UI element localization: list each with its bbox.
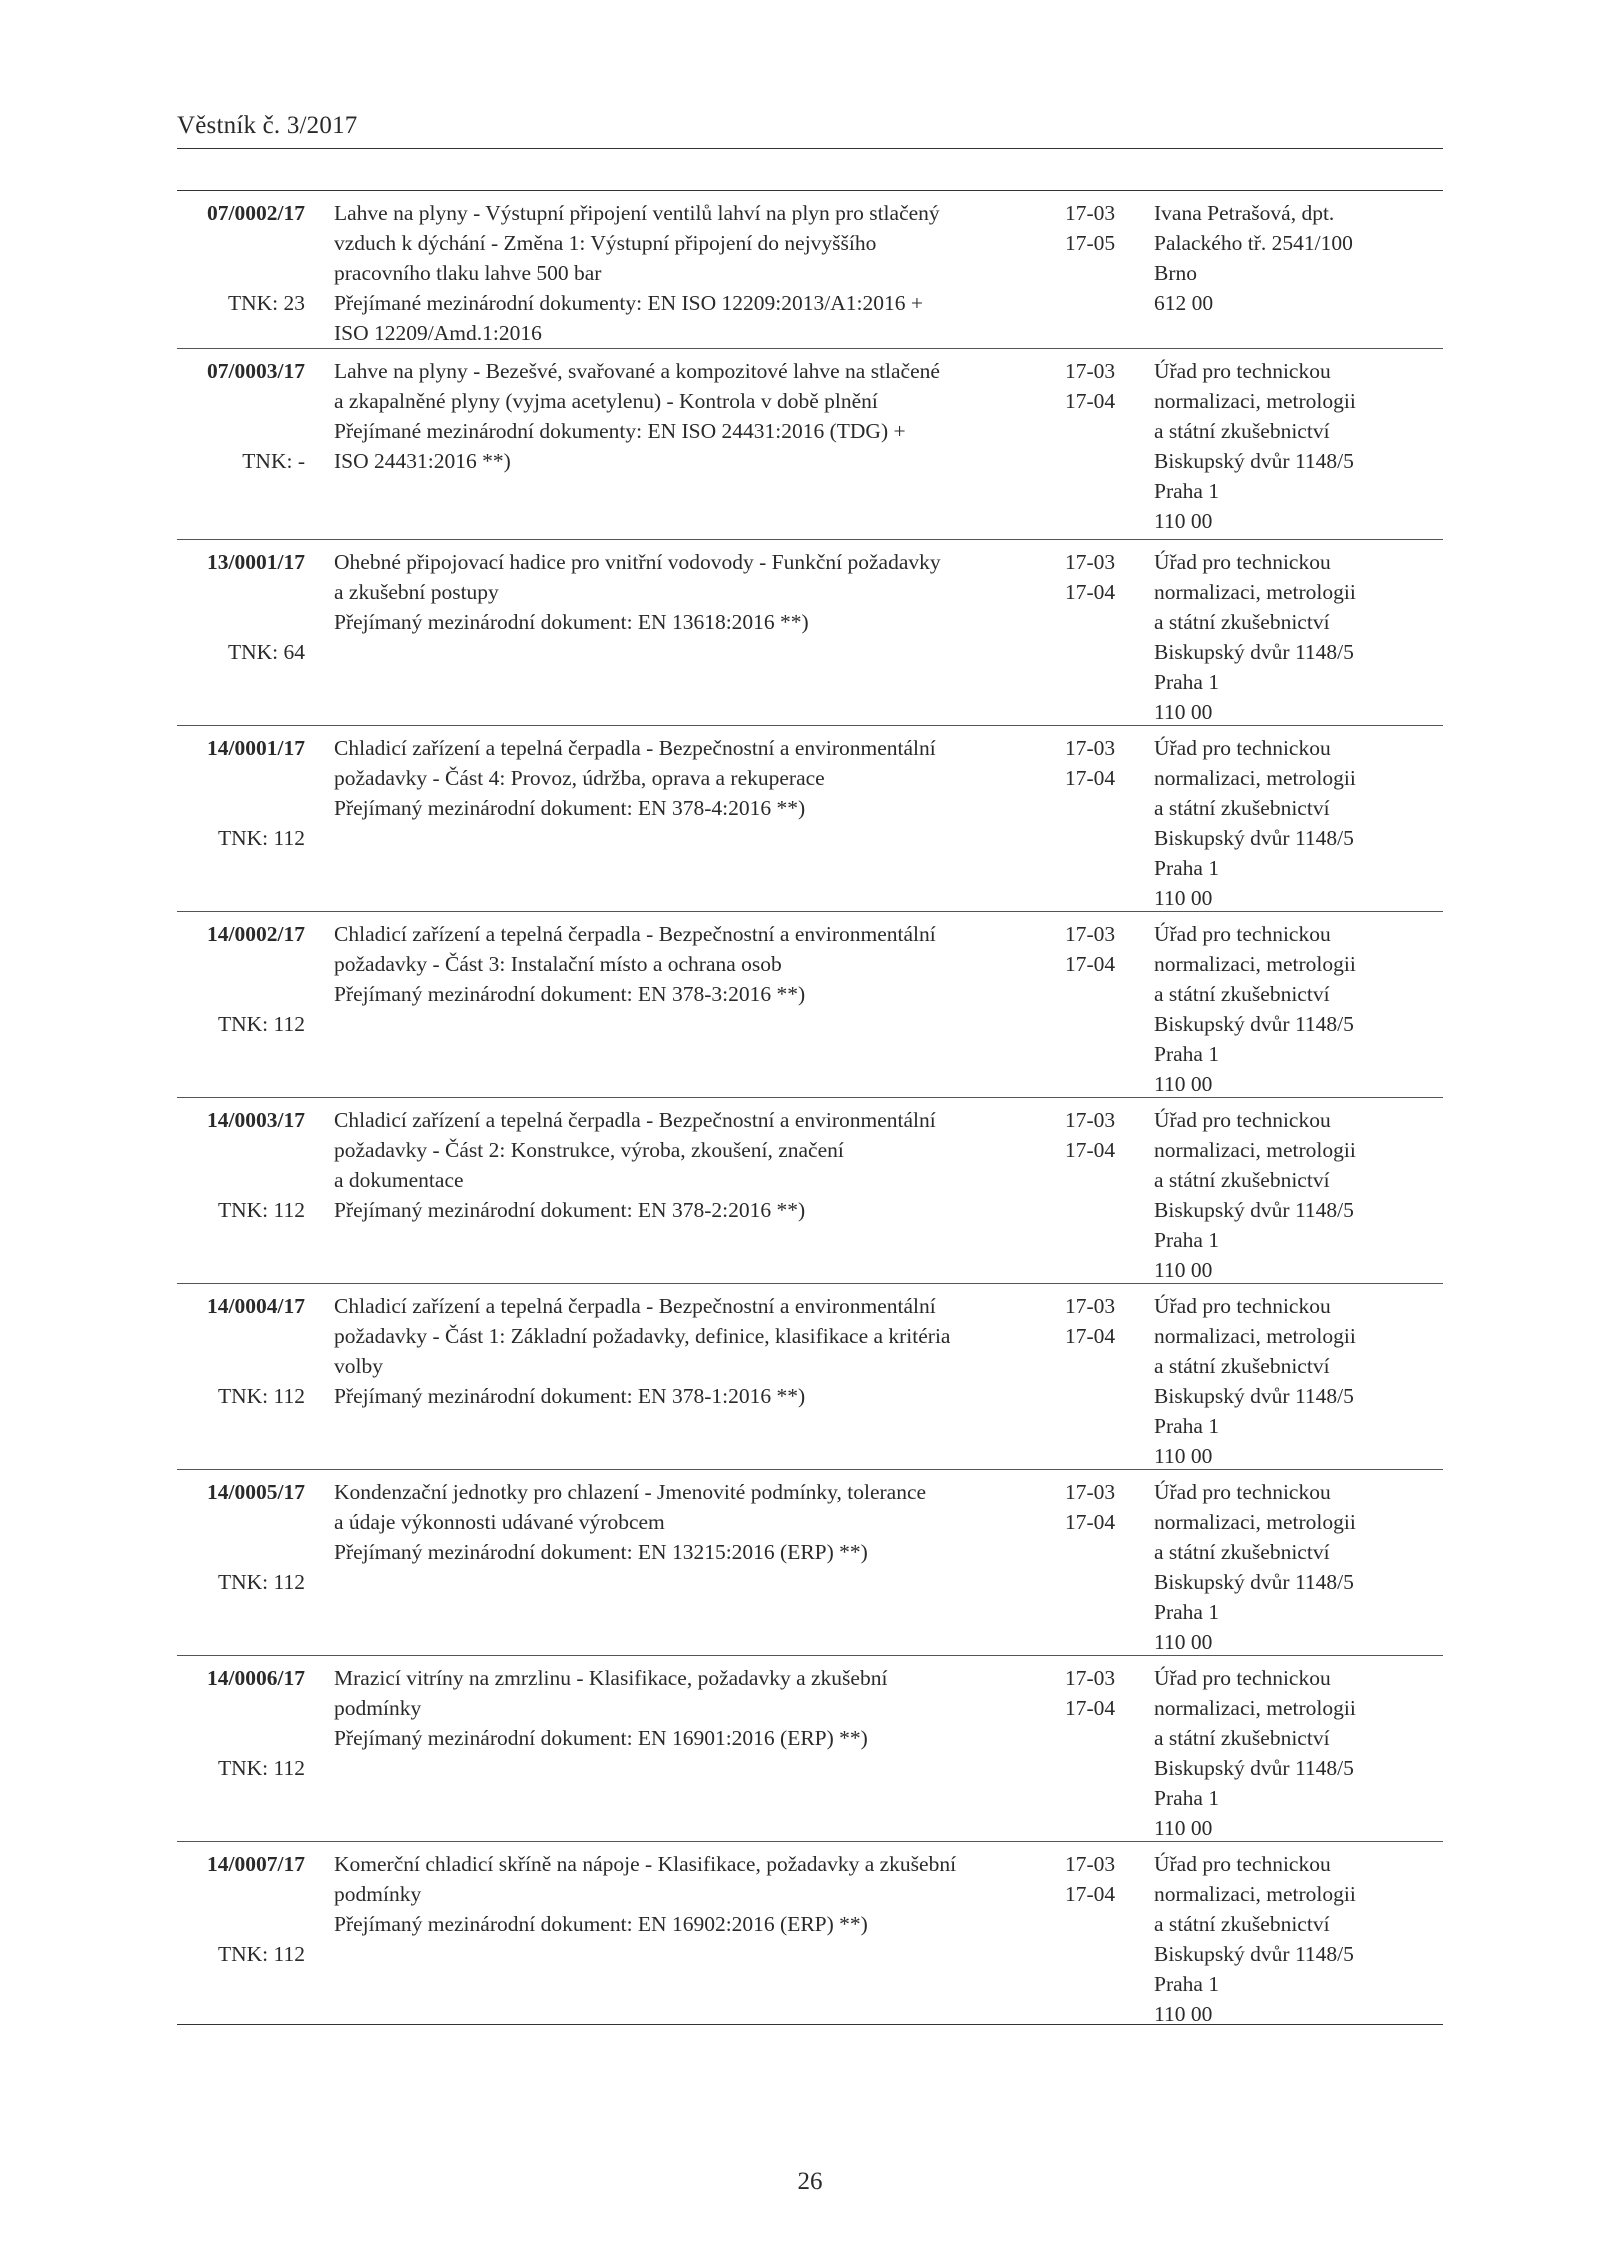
standard-title: Ohebné připojovací hadice pro vnitřní vodovody - Funkční požadavky a zkušební postupy Přejímaný mezinárodní dokument: EN 13618:2016 **) bbox=[334, 550, 941, 634]
standard-title: Lahve na plyny - Výstupní připojení ventilů lahví na plyn pro stlačený vzduch k dýchání - Změna 1: Výstupní připojení do nejvyššího pracovního tlaku lahve 500 bar Přejímané mezinárodní dokumenty: EN ISO 12209:2013/A1:2016 + ISO 12209/Amd.1:2016 bbox=[334, 201, 940, 345]
table-row bbox=[177, 1655, 1443, 1841]
tnk-label: TNK: 112 bbox=[218, 1198, 305, 1222]
document-page bbox=[177, 0, 1443, 2263]
table-row bbox=[177, 191, 1443, 348]
standard-number: 14/0003/17 bbox=[207, 1108, 305, 1132]
contact-address: Úřad pro technickou normalizaci, metrologii a státní zkušebnictví Biskupský dvůr 1148/5 Praha 1 110 00 bbox=[1154, 922, 1356, 1096]
sorting-codes: 17-03 17-04 bbox=[1065, 1852, 1116, 1906]
table-row bbox=[177, 1097, 1443, 1283]
contact-address: Úřad pro technickou normalizaci, metrologii a státní zkušebnictví Biskupský dvůr 1148/5 Praha 1 110 00 bbox=[1154, 1852, 1356, 2026]
standard-number: 07/0003/17 bbox=[207, 359, 305, 383]
contact-address: Úřad pro technickou normalizaci, metrologii a státní zkušebnictví Biskupský dvůr 1148/5 Praha 1 110 00 bbox=[1154, 550, 1356, 724]
header-divider bbox=[177, 148, 1443, 149]
standard-title: Mrazicí vitríny na zmrzlinu - Klasifikace, požadavky a zkušební podmínky Přejímaný mezinárodní dokument: EN 16901:2016 (ERP) **) bbox=[334, 1666, 888, 1750]
page-number: 26 bbox=[797, 2168, 823, 2195]
sorting-codes: 17-03 17-04 bbox=[1065, 1480, 1116, 1534]
standard-title: Lahve na plyny - Bezešvé, svařované a kompozitové lahve na stlačené a zkapalněné plyny (vyjma acetylenu) - Kontrola v době plnění Přejímané mezinárodní dokumenty: EN ISO 24431:2016 (TDG) + ISO 24431:2016 **) bbox=[334, 359, 940, 473]
contact-address: Úřad pro technickou normalizaci, metrologii a státní zkušebnictví Biskupský dvůr 1148/5 Praha 1 110 00 bbox=[1154, 736, 1356, 910]
table-row bbox=[177, 911, 1443, 1097]
standard-number: 07/0002/17 bbox=[207, 201, 305, 225]
standard-title: Kondenzační jednotky pro chlazení - Jmenovité podmínky, tolerance a údaje výkonnosti udávané výrobcem Přejímaný mezinárodní dokument: EN 13215:2016 (ERP) **) bbox=[334, 1480, 927, 1564]
sorting-codes: 17-03 17-04 bbox=[1065, 1666, 1116, 1720]
table-row bbox=[177, 348, 1443, 539]
contact-address: Úřad pro technickou normalizaci, metrologii a státní zkušebnictví Biskupský dvůr 1148/5 Praha 1 110 00 bbox=[1154, 1480, 1356, 1654]
tnk-label: TNK: 112 bbox=[218, 1012, 305, 1036]
contact-address: Úřad pro technickou normalizaci, metrologii a státní zkušebnictví Biskupský dvůr 1148/5 Praha 1 110 00 bbox=[1154, 1108, 1356, 1282]
standard-number: 14/0001/17 bbox=[207, 736, 305, 760]
tnk-label: TNK: 112 bbox=[218, 826, 305, 850]
bulletin-header-title: Věstník č. 3/2017 bbox=[177, 112, 358, 139]
contact-address: Úřad pro technickou normalizaci, metrologii a státní zkušebnictví Biskupský dvůr 1148/5 Praha 1 110 00 bbox=[1154, 359, 1356, 533]
tnk-label: TNK: 112 bbox=[218, 1384, 305, 1408]
standard-title: Chladicí zařízení a tepelná čerpadla - Bezpečnostní a environmentální požadavky - Část 2: Konstrukce, výroba, zkoušení, značení a dokumentace Přejímaný mezinárodní dokument: EN 378-2:2016 **) bbox=[334, 1108, 936, 1222]
contact-address: Ivana Petrašová, dpt. Palackého tř. 2541/100 Brno 612 00 bbox=[1154, 201, 1353, 315]
standard-number: 14/0004/17 bbox=[207, 1294, 305, 1318]
standard-number: 14/0007/17 bbox=[207, 1852, 305, 1876]
sorting-codes: 17-03 17-04 bbox=[1065, 1294, 1116, 1348]
sorting-codes: 17-03 17-04 bbox=[1065, 1108, 1116, 1162]
sorting-codes: 17-03 17-04 bbox=[1065, 359, 1116, 413]
table-row bbox=[177, 1283, 1443, 1469]
tnk-label: TNK: 23 bbox=[227, 291, 305, 315]
table-row bbox=[177, 1469, 1443, 1655]
contact-address: Úřad pro technickou normalizaci, metrologii a státní zkušebnictví Biskupský dvůr 1148/5 Praha 1 110 00 bbox=[1154, 1666, 1356, 1840]
sorting-codes: 17-03 17-04 bbox=[1065, 736, 1116, 790]
table-row bbox=[177, 725, 1443, 911]
table-row bbox=[177, 1841, 1443, 2024]
tnk-label: TNK: - bbox=[242, 449, 305, 473]
tnk-label: TNK: 112 bbox=[218, 1756, 305, 1780]
standard-number: 13/0001/17 bbox=[207, 550, 305, 574]
standard-title: Chladicí zařízení a tepelná čerpadla - Bezpečnostní a environmentální požadavky - Část 3: Instalační místo a ochrana osob Přejímaný mezinárodní dokument: EN 378-3:2016 **) bbox=[334, 922, 936, 1006]
standard-title: Chladicí zařízení a tepelná čerpadla - Bezpečnostní a environmentální požadavky - Část 4: Provoz, údržba, oprava a rekuperace Přejímaný mezinárodní dokument: EN 378-4:2016 **) bbox=[334, 736, 936, 820]
table-row bbox=[177, 539, 1443, 725]
sorting-codes: 17-03 17-04 bbox=[1065, 922, 1116, 976]
standard-title: Chladicí zařízení a tepelná čerpadla - Bezpečnostní a environmentální požadavky - Část 1: Základní požadavky, definice, klasifikace a kritéria volby Přejímaný mezinárodní dokument: EN 378-1:2016 **) bbox=[334, 1294, 951, 1408]
tnk-label: TNK: 112 bbox=[218, 1942, 305, 1966]
contact-address: Úřad pro technickou normalizaci, metrologii a státní zkušebnictví Biskupský dvůr 1148/5 Praha 1 110 00 bbox=[1154, 1294, 1356, 1468]
tnk-label: TNK: 64 bbox=[227, 640, 305, 664]
standard-number: 14/0002/17 bbox=[207, 922, 305, 946]
standards-table bbox=[177, 190, 1443, 2025]
standard-number: 14/0005/17 bbox=[207, 1480, 305, 1504]
sorting-codes: 17-03 17-04 bbox=[1065, 550, 1116, 604]
sorting-codes: 17-03 17-05 bbox=[1065, 201, 1116, 255]
tnk-label: TNK: 112 bbox=[218, 1570, 305, 1594]
standard-title: Komerční chladicí skříně na nápoje - Klasifikace, požadavky a zkušební podmínky Přejímaný mezinárodní dokument: EN 16902:2016 (ERP) **) bbox=[334, 1852, 957, 1936]
standard-number: 14/0006/17 bbox=[207, 1666, 305, 1690]
